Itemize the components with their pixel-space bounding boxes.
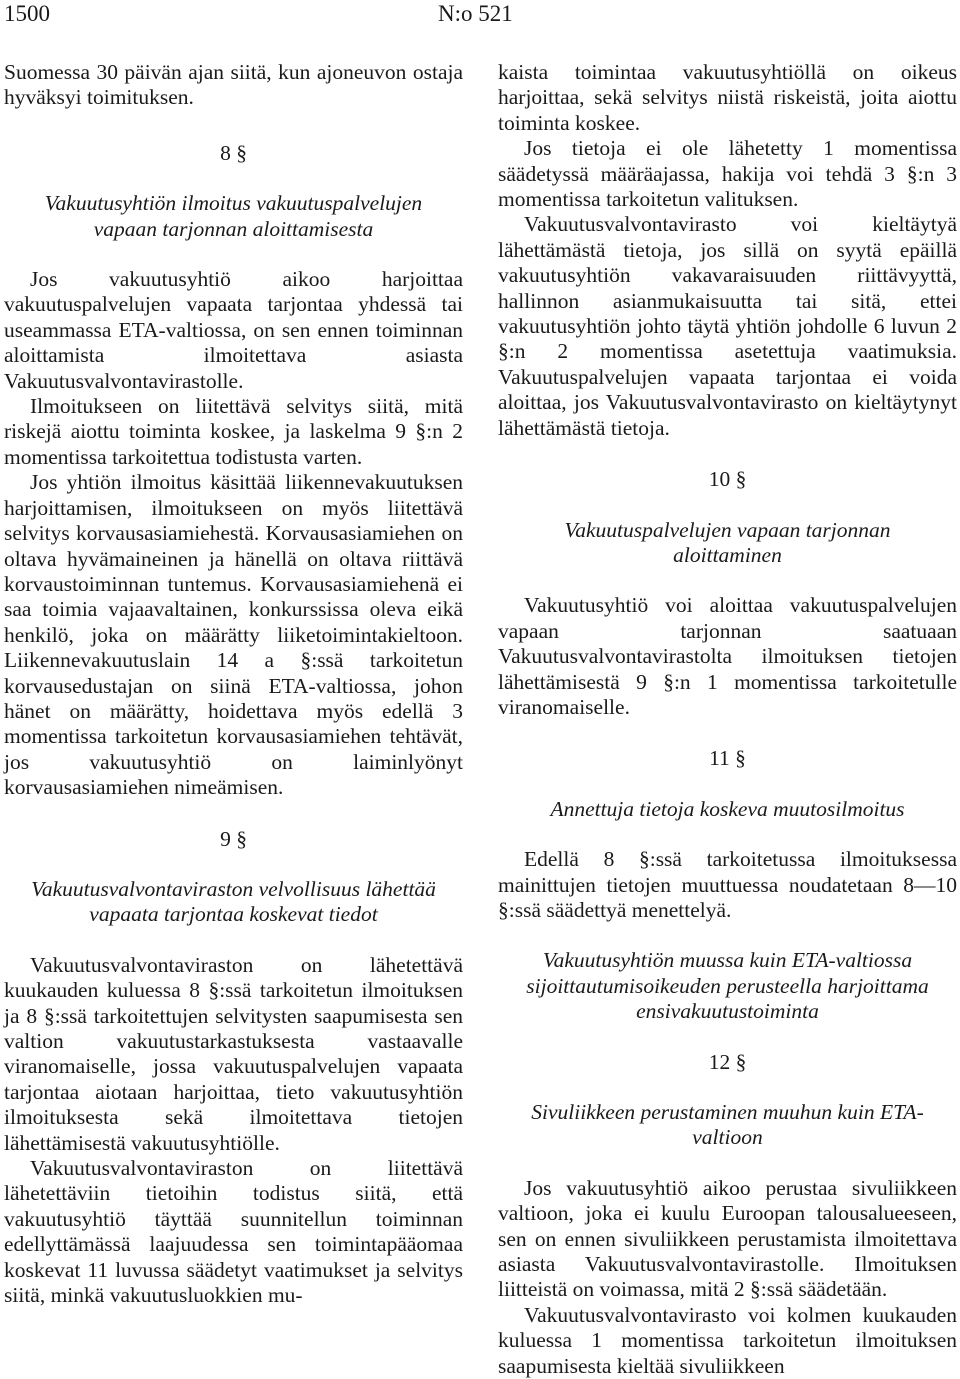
page-number: 1500 bbox=[4, 1, 50, 26]
paragraph: Jos vakuutusyhtiö aikoo harjoittaa vakuutuspalvelujen vapaata tarjontaa yhdessä tai useammassa ETA-valtiossa, on sen ennen toiminnan aloittamista ilmoitettava asiasta Vakuutusvalvontavirastolle. bbox=[4, 267, 463, 393]
section-title: Annettuja tietoja koskeva muutosilmoitus bbox=[550, 796, 905, 821]
paragraph: kaista toimintaa vakuutusyhtiöllä on oikeus harjoittaa, sekä selvitys niistä riskeistä, joita aiottu toiminta koskee. bbox=[498, 60, 957, 135]
right-column bbox=[498, 60, 957, 1379]
paragraph: Jos vakuutusyhtiö aikoo perustaa sivuliikkeen valtioon, joka ei kuulu Euroopan talousalueeseen, sen on ennen sivuliikkeen perustamista ilmoitettava asiasta Vakuutusvalvontavirastolle. Ilmoituksen liitteistä on voimassa, mitä 2 §:ssä säädetään. bbox=[498, 1175, 957, 1302]
paragraph: Vakuutusyhtiö voi aloittaa vakuutuspalvelujen vapaan tarjonnan saatuaan Vakuutusvalvontavirastolta ilmoituksen tietojen lähettämisestä 9 §:n 1 momentissa tarkoitetulle viranomaiselle. bbox=[498, 593, 957, 719]
paragraph: Vakuutusvalvontaviraston on lähetettävä kuukauden kuluessa 8 §:ssä tarkoitetun ilmoituksen ja 8 §:ssä tarkoitettujen selvitysten saapumisesta sen valtion vakuutustarkastuksesta vastaavalle viranomaiselle, jossa vakuutuspalvelujen vapaata tarjontaa aiotaan harjoittaa, tieto vakuutusyhtiön ilmoituksesta sekä ilmoitettava tietojen lähettämisestä vakuutusyhtiölle. bbox=[4, 952, 463, 1155]
section-title: Vakuutusvalvontaviraston velvollisuus lähettää vapaata tarjontaa koskevat tiedot bbox=[31, 876, 436, 927]
section-number: 9 § bbox=[220, 826, 247, 851]
section-title: Vakuutuspalvelujen vapaan tarjonnan aloittaminen bbox=[564, 517, 891, 567]
section-number: 12 § bbox=[708, 1049, 747, 1074]
statute-number: N:o 521 bbox=[438, 1, 513, 26]
page-header bbox=[0, 0, 960, 34]
paragraph: Vakuutusvalvontavirasto voi kolmen kuukauden kuluessa 1 momentissa tarkoitetun ilmoituksen saapumisesta kieltää sivuliikkeen bbox=[498, 1302, 957, 1378]
chapter-heading: Vakuutusyhtiön muussa kuin ETA-valtiossa sijoittautumisoikeuden perusteella harjoittama ensivakuutustoiminta bbox=[526, 948, 929, 1024]
section-number: 10 § bbox=[708, 467, 747, 492]
section-title: Vakuutusyhtiön ilmoitus vakuutuspalvelujen vapaan tarjonnan aloittamisesta bbox=[44, 191, 423, 241]
paragraph: Vakuutusvalvontaviraston on liitettävä lähetettäviin tietoihin todistus siitä, että vakuutusyhtiö täyttää suunnitellun toiminnan edellyttämässä laajuudessa sen toimintapääomaa koskevat 11 luvussa säädetyt vaatimukset ja selvitys siitä, minkä vakuutusluokkien mu- bbox=[4, 1156, 463, 1308]
paragraph: Jos tietoja ei ole lähetetty 1 momentissa säädetyssä määräajassa, hakija voi tehdä 3 §:n 3 momentissa tarkoitetun valituksen. bbox=[498, 136, 957, 212]
section-number: 8 § bbox=[220, 140, 247, 165]
left-column bbox=[4, 60, 463, 1308]
section-title: Sivuliikkeen perustaminen muuhun kuin ETA-valtioon bbox=[531, 1100, 924, 1150]
paragraph: Edellä 8 §:ssä tarkoitetussa ilmoituksessa mainittujen tietojen muuttuessa noudatetaan 8—10 §:ssä säädettyä menettelyä. bbox=[498, 847, 957, 922]
paragraph: Suomessa 30 päivän ajan siitä, kun ajoneuvon ostaja hyväksyi toimituksen. bbox=[4, 60, 463, 110]
paragraph: Ilmoitukseen on liitettävä selvitys siitä, mitä riskejä aiottu toiminta koskee, ja laskelma 9 §:n 2 momentissa tarkoitettua todistusta varten. bbox=[4, 394, 463, 469]
paragraph: Jos yhtiön ilmoitus käsittää liikennevakuutuksen harjoittamisen, ilmoitukseen on myös liitettävä selvitys korvausasiamiehestä. Korvausasiamiehen on oltava hyvämaineinen ja hänellä on oltava riittävä korvaustoiminnan tuntemus. Korvausasiamiehenä ei saa toimia vajaavaltainen, konkurssissa oleva eikä henkilö, joka on määrätty liiketoimintakieltoon. Liikennevakuutuslain 14 a §:ssä tarkoitetun korvausedustajan on siinä ETA-valtiossa, johon hänet on määrätty, hoidettava myös edellä 3 momentissa tarkoitetun korvausasiamiehen tehtävät, jos vakuutusyhtiö on laiminlyönyt korvausasiamiehen nimeämisen. bbox=[4, 470, 463, 800]
section-number: 11 § bbox=[709, 746, 746, 771]
paragraph: Vakuutusvalvontavirasto voi kieltäytyä lähettämästä tietoja, jos sillä on syytä epäillä vakuutusyhtiön vakavaraisuuden riittävyyttä, hallinnon asianmukaisuutta tai sitä, ettei vakuutusyhtiön johto täytä yhtiön johdolle 6 luvun 2 §:n 2 momentissa asetettuja vaatimuksia. Vakuutuspalvelujen vapaata tarjontaa ei voida aloittaa, jos Vakuutusvalvontavirasto on kieltäytynyt lähettämästä tietoja. bbox=[498, 212, 957, 440]
